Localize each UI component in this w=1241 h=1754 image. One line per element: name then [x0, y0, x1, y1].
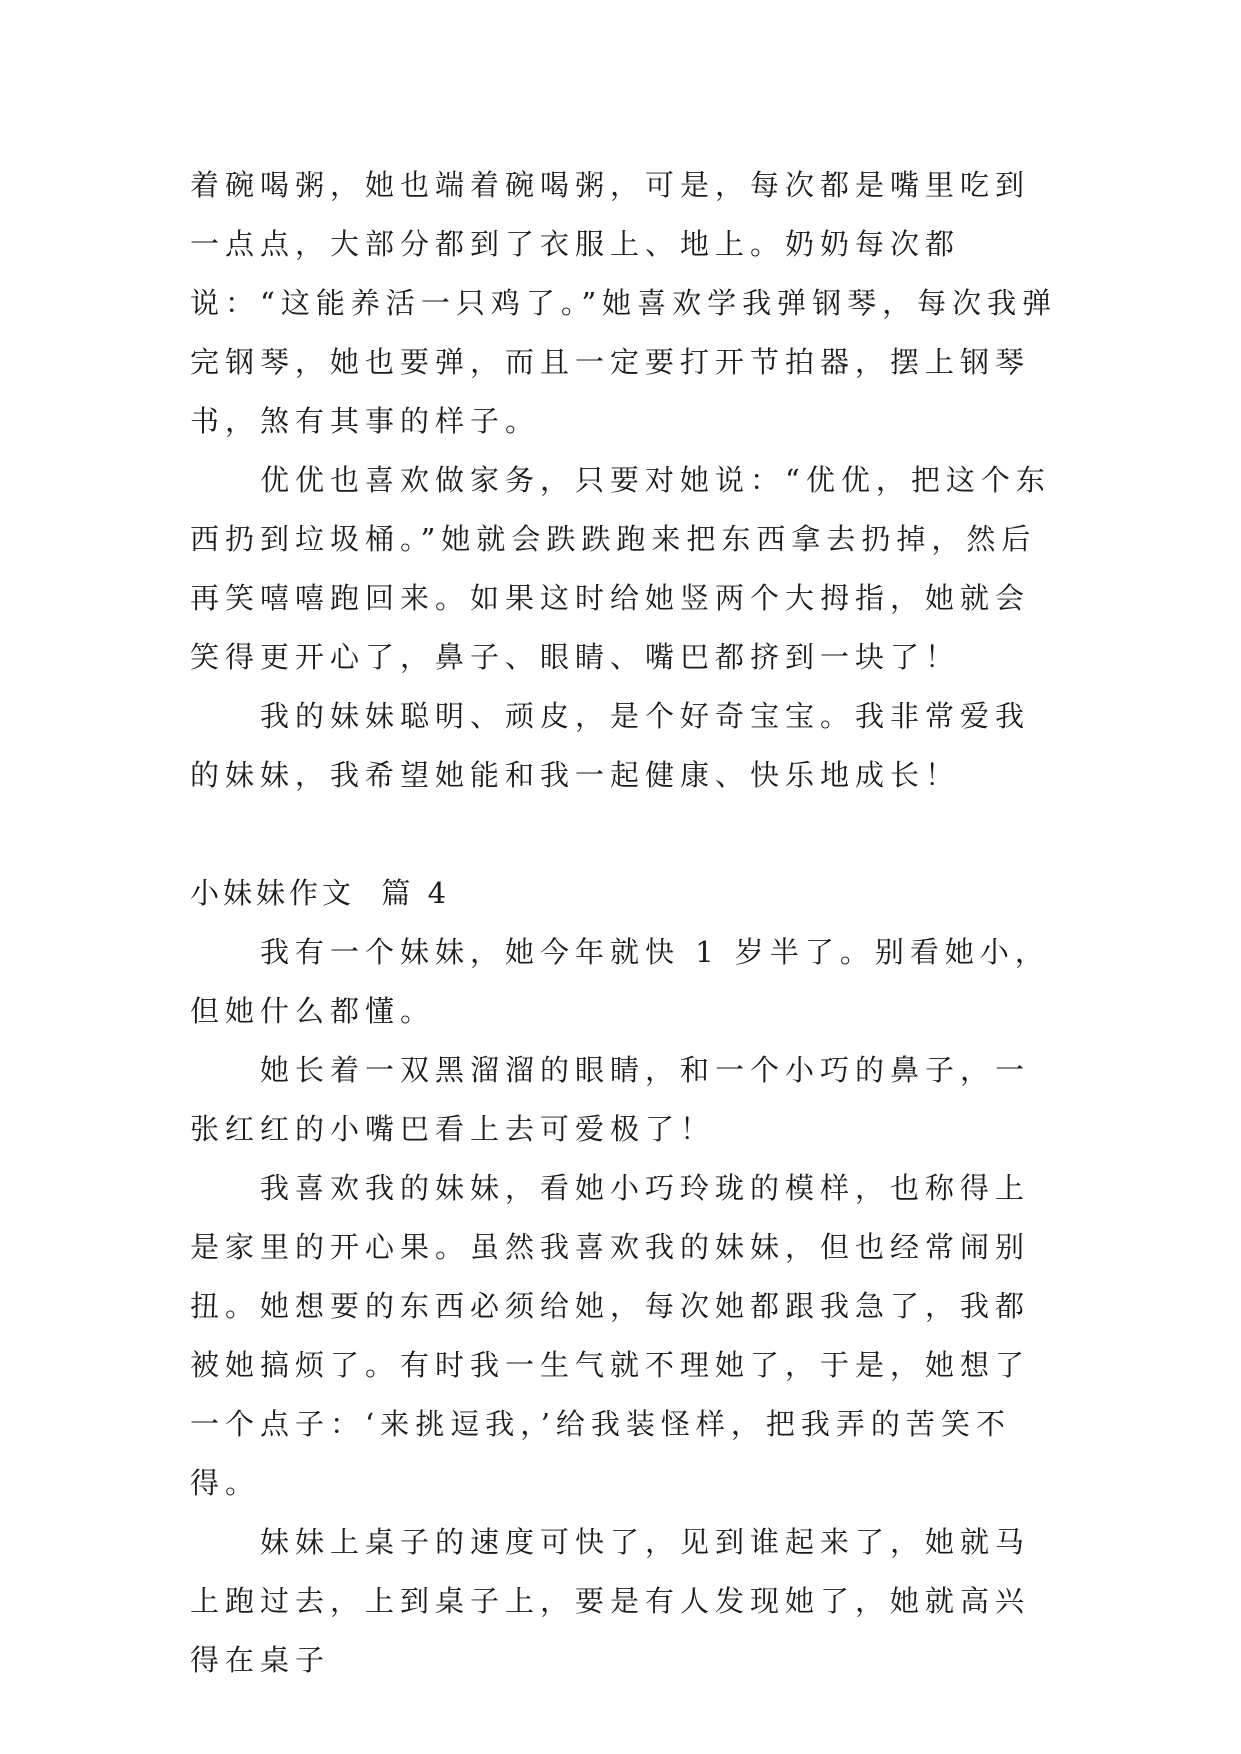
paragraph-7: 妹妹上桌子的速度可快了，见到谁起来了，她就马上跑过去，上到桌子上，要是有人发现她了，她就高兴得在桌子: [190, 1525, 1031, 1677]
paragraph-5: 她长着一双黑溜溜的眼睛，和一个小巧的鼻子，一张红红的小嘴巴看上去可爱极了！: [190, 1053, 1031, 1146]
section-spacer: [190, 805, 1062, 864]
paragraph-6: 我喜欢我的妹妹，看她小巧玲珑的模样，也称得上是家里的开心果。虽然我喜欢我的妹妹，但也经常闹别扭。她想要的东西必须给她，每次她都跟我急了，我都被她搞烦了。有时我一生气就不理她了，于是，她想了一个点子：‘来挑逗我，’给我装怪样，把我弄的苦笑不得。: [190, 1171, 1031, 1500]
document-body: [190, 156, 1062, 1690]
paragraph-4: 我有一个妹妹，她今年就快 1 岁半了。别看她小，但她什么都懂。: [190, 935, 1050, 1028]
paragraph-3: 我的妹妹聪明、顽皮，是个好奇宝宝。我非常爱我的妹妹，我希望她能和我一起健康、快乐地成长！: [190, 699, 1031, 792]
paragraph-2: 优优也喜欢做家务，只要对她说：“优优，把这个东西扔到垃圾桶。”她就会跌跌跑来把东西拿去扔掉，然后再笑嘻嘻跑回来。如果这时给她竖两个大拇指，她就会笑得更开心了，鼻子、眼睛、嘴巴都挤到一块了！: [190, 463, 1051, 674]
paragraph-1: 着碗喝粥，她也端着碗喝粥，可是，每次都是嘴里吃到一点点，大部分都到了衣服上、地上。奶奶每次都说：“这能养活一只鸡了。”她喜欢学我弹钢琴，每次我弹完钢琴，她也要弹，而且一定要打开节拍器，摆上钢琴书，煞有其事的样子。: [190, 168, 1058, 438]
section-heading: 小妹妹作文 篇 4: [190, 876, 451, 910]
